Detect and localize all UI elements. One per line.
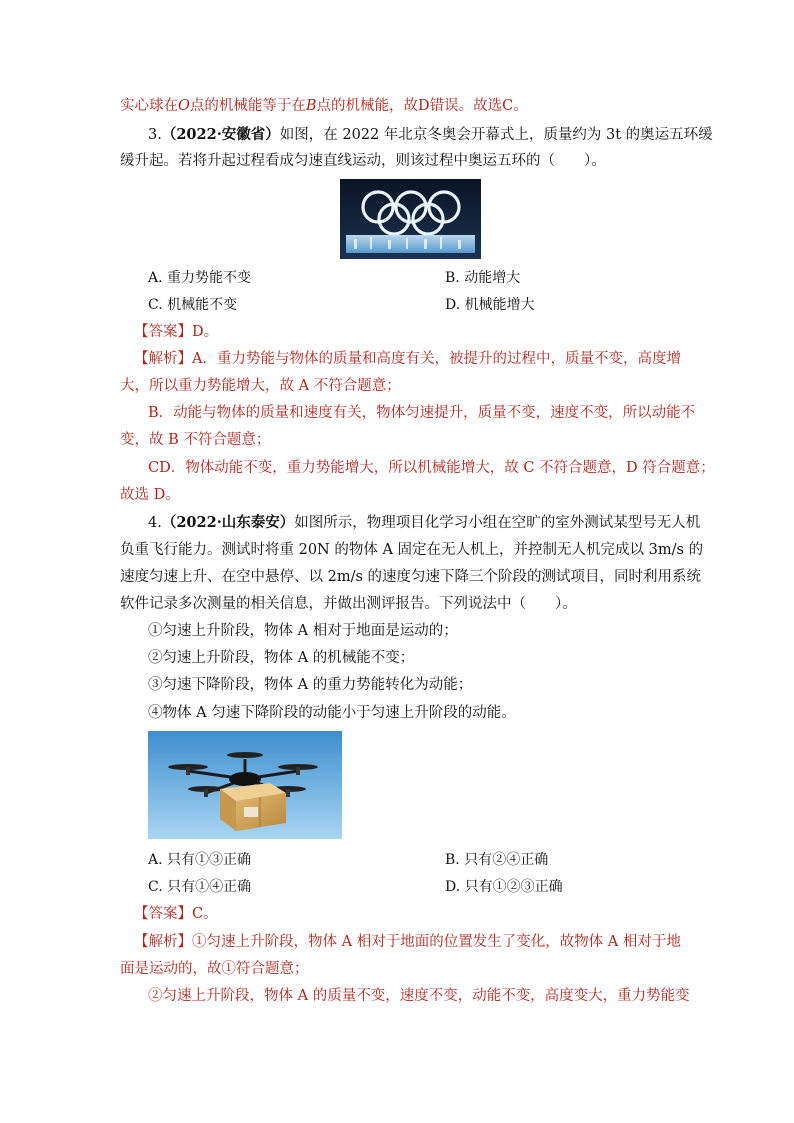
prev-text-3: 点的机械能，故D错误。故选C。	[316, 98, 528, 114]
q4-stem-line-4: 软件记录多次测量的相关信息，并做出测评报告。下列说法中（ ）。	[120, 596, 577, 612]
q3-option-c: C. 机械能不变	[148, 297, 238, 313]
q4-number: 4.	[148, 515, 162, 531]
drone-image	[148, 731, 342, 839]
q4-statement-4: ④物体 A 匀速下降阶段的动能小于匀速上升阶段的动能。	[148, 705, 516, 721]
q3-analysis-line-4: 变，故 B 不符合题意；	[120, 432, 271, 448]
prev-text-2: 点的机械能等于在	[189, 98, 306, 114]
q4-stem-line-3: 速度匀速上升、在空中悬停、以 2m/s 的速度匀速下降三个阶段的测试项目，同时利用系统	[120, 569, 702, 585]
q3-stem-line-2: 缓升起。若将升起过程看成匀速直线运动，则该过程中奥运五环的（ ）。	[120, 153, 606, 169]
q3-answer: 【答案】D。	[134, 324, 219, 340]
drone-with-box-illustration	[148, 731, 342, 839]
q4-source: （2022·山东泰安）	[161, 514, 295, 531]
olympic-rings-illustration	[340, 179, 481, 259]
q3-number: 3.	[148, 127, 162, 143]
q4-analysis-line-2: 面是运动的，故①符合题意；	[120, 961, 309, 977]
q4-statement-2: ②匀速上升阶段，物体 A 的机械能不变；	[148, 650, 415, 666]
q3-analysis-line-6: 故选 D。	[120, 487, 180, 503]
q3-analysis-text-1: A．重力势能与物体的质量和高度有关，被提升的过程中，质量不变，高度增	[192, 351, 681, 367]
q3-stem-line-1	[148, 125, 713, 145]
q3-option-d: D. 机械能增大	[445, 297, 535, 313]
q4-stem-line-1	[148, 513, 700, 533]
q4-analysis-label: 【解析】	[134, 934, 192, 950]
q4-analysis-line-1	[134, 932, 681, 952]
q3-analysis-line-1	[134, 349, 681, 369]
q3-option-b: B. 动能增大	[445, 270, 521, 286]
q4-analysis-text-1: ①匀速上升阶段，物体 A 相对于地面的位置发生了变化，故物体 A 相对于地	[192, 934, 681, 950]
q3-analysis-label: 【解析】	[134, 351, 192, 367]
q3-analysis-line-3: B．动能与物体的质量和速度有关，物体匀速提升，质量不变，速度不变，所以动能不	[148, 405, 696, 421]
q3-analysis-line-2: 大，所以重力势能增大，故 A 不符合题意；	[120, 378, 401, 394]
q3-option-a: A. 重力势能不变	[148, 270, 252, 286]
q4-statement-3: ③匀速下降阶段，物体 A 的重力势能转化为动能；	[148, 677, 473, 693]
point-b-label: B	[305, 98, 317, 114]
q4-stem-line-2: 负重飞行能力。测试时将重 20N 的物体 A 固定在无人机上，并控制无人机完成以 3m/s 的	[120, 542, 704, 558]
prev-analysis-tail	[120, 96, 528, 116]
q4-statement-1: ①匀速上升阶段，物体 A 相对于地面是运动的；	[148, 623, 458, 639]
q4-option-b: B. 只有②④正确	[445, 852, 549, 868]
q3-analysis-line-5: CD．物体动能不变，重力势能增大，所以机械能增大，故 C 不符合题意，D 符合题意；	[148, 460, 715, 476]
q4-answer: 【答案】C。	[134, 906, 218, 922]
q3-source: （2022·安徽省）	[161, 126, 280, 143]
point-o-label: O	[178, 98, 190, 114]
q4-option-c: C. 只有①④正确	[148, 879, 252, 895]
q3-stem-text-1: 如图，在 2022 年北京冬奥会开幕式上，质量约为 3t 的奥运五环缓	[279, 127, 713, 143]
prev-text-1: 实心球在	[120, 98, 178, 114]
q4-option-d: D. 只有①②③正确	[445, 879, 563, 895]
olympic-rings-image	[340, 179, 481, 259]
q4-option-a: A. 只有①③正确	[148, 852, 252, 868]
q4-stem-text-1: 如图所示，物理项目化学习小组在空旷的室外测试某型号无人机	[294, 515, 701, 531]
q4-analysis-line-3: ②匀速上升阶段，物体 A 的质量不变，速度不变，动能不变，高度变大，重力势能变	[148, 988, 690, 1004]
